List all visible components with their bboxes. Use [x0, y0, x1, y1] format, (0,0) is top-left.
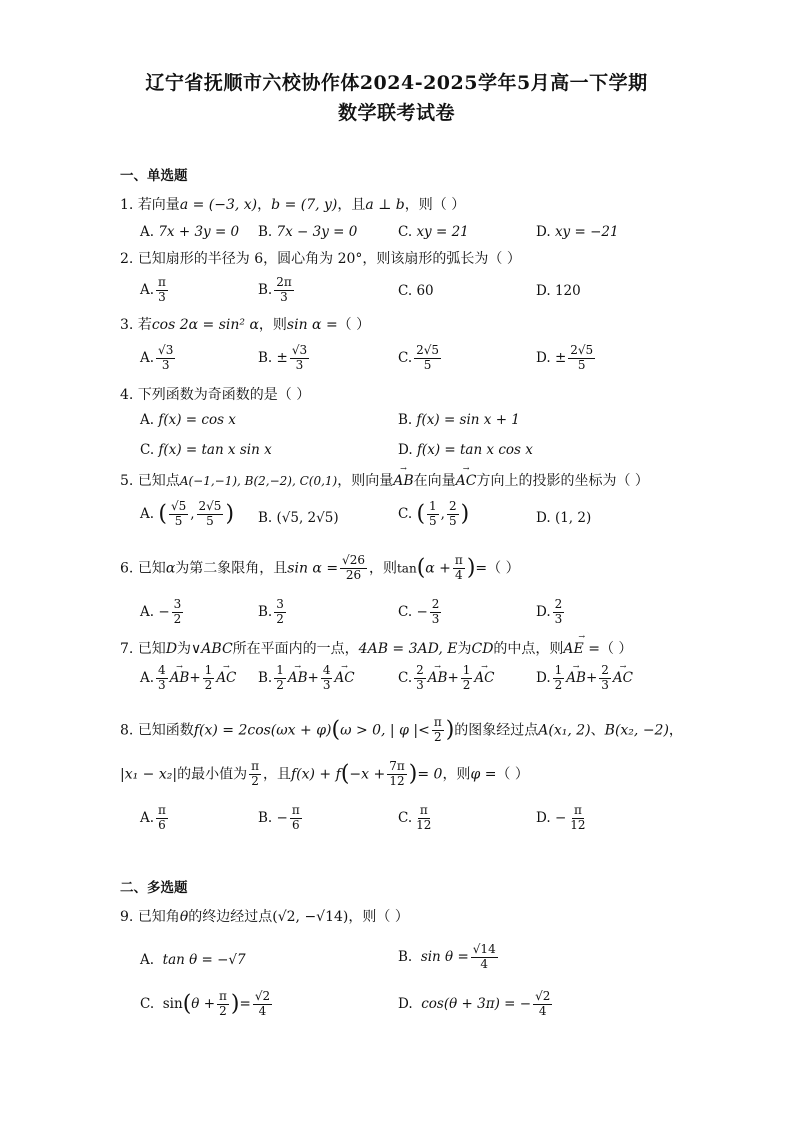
q9-option-a[interactable]: A. tan θ = −√7 [140, 952, 246, 968]
question-9: 9. 已知角θ的终边经过点(√2, −√14)，则（ ） [120, 909, 409, 925]
q9-option-d[interactable]: D. cos(θ + 3π) = − $\frac{√2}{4}$ [398, 989, 551, 1018]
q2-option-d[interactable]: D. 120 [536, 283, 581, 299]
question-1: 1. 若向量a = (−3, x)，b = (7, y)，且a ⊥ b，则（ ） [120, 197, 466, 213]
q6-option-c[interactable]: C. − $\frac{2}{3}$ [398, 597, 440, 626]
question-2: 2. 已知扇形的半径为 6，圆心角为 20°，则该扇形的弧长为（ ） [120, 251, 521, 267]
q6-option-b[interactable]: B. $\frac{3}{2}$ [258, 597, 284, 626]
q5-option-b[interactable]: B. (√5, 2√5) [258, 510, 339, 526]
q2-option-a[interactable]: A. $\frac{\pi}{3}$ [140, 275, 166, 304]
q3-option-b[interactable]: B. ± $\frac{√3}{3}$ [258, 343, 308, 372]
q8-option-b[interactable]: B. − $\frac{\pi}{6}$ [258, 803, 300, 832]
q6-option-a[interactable]: A. − $\frac{3}{2}$ [140, 597, 182, 626]
q1-option-c[interactable]: C. xy = 21 [398, 224, 469, 240]
question-4: 4. 下列函数为奇函数的是（ ） [120, 387, 311, 403]
q3-option-a[interactable]: A. $\frac{√3}{3}$ [140, 343, 174, 372]
q2-option-c[interactable]: C. 60 [398, 283, 434, 299]
q1-option-a[interactable]: A. 7x + 3y = 0 [140, 224, 240, 240]
page-subtitle: 数学联考试卷 [337, 102, 455, 124]
q7-option-d[interactable]: D. $\frac{1}{2}$ → AB+ $\frac{2}{3}$ → AC [536, 664, 633, 693]
q5-option-a[interactable]: A. ( $\frac{√5}{5}$ , $\frac{2√5}{5}$ ) [140, 499, 235, 528]
q4-option-d[interactable]: D. f(x) = tan x cos x [398, 442, 533, 458]
question-5: 5. 已知点A(−1,−1), B(2,−2), C(0,1)，则向量→ AB在向量→ AC方向上的投影的坐标为（ ） [120, 474, 649, 488]
q3-option-c[interactable]: C. $\frac{2√5}{5}$ [398, 343, 440, 372]
q4-option-b[interactable]: B. f(x) = sin x + 1 [398, 412, 520, 428]
q7-option-c[interactable]: C. $\frac{2}{3}$ → AB+ $\frac{1}{2}$ → AC [398, 664, 495, 693]
section-multi-choice: 二、多选题 [120, 880, 188, 896]
q7-option-a[interactable]: A. $\frac{4}{3}$ → AB+ $\frac{1}{2}$ → AC [140, 664, 236, 693]
q8-option-d[interactable]: D. − $\frac{\pi}{12}$ [536, 803, 586, 832]
question-3: 3. 若cos 2α = sin² α，则sin α =（ ） [120, 317, 371, 333]
q1-option-b[interactable]: B. 7x − 3y = 0 [258, 224, 358, 240]
q4-option-c[interactable]: C. f(x) = tan x sin x [140, 442, 272, 458]
q8-option-a[interactable]: A. $\frac{\pi}{6}$ [140, 803, 166, 832]
q2-option-b[interactable]: B. $\frac{2\pi}{3}$ [258, 275, 292, 304]
section-single-choice: 一、单选题 [120, 168, 188, 184]
q6-option-d[interactable]: D. $\frac{2}{3}$ [536, 597, 563, 626]
q5-option-c[interactable]: C. ( $\frac{1}{5}$ , $\frac{2}{5}$ ) [398, 499, 470, 528]
q9-option-c[interactable]: C. sin(θ + $\frac{\pi}{2}$ )= $\frac{√2}{4}$ [140, 989, 271, 1018]
question-7: 7. 已知D为∨ABC所在平面内的一点，4AB = 3AD, E为CD的中点，则→ AE =（ ） [120, 642, 632, 656]
question-8-line2: |x₁ − x₂|的最小值为 $\frac{\pi}{2}$ ，且f(x) + f(−x + $\frac{7\pi}{12}$ )= 0，则φ =（ ） [120, 759, 529, 788]
q9-option-b[interactable]: B. sin θ = $\frac{√14}{4}$ [398, 942, 496, 971]
q5-option-d[interactable]: D. (1, 2) [536, 510, 592, 526]
q4-option-a[interactable]: A. f(x) = cos x [140, 412, 236, 428]
page-title: 辽宁省抚顺市六校协作体2024-2025学年5月高一下学期 [145, 72, 648, 94]
question-8: 8. 已知函数f(x) = 2cos(ωx + φ)(ω > 0, | φ |< $\frac{\pi}{2}$ )的图象经过点A(x₁, 2)、B(x₂, −2)， [120, 715, 683, 744]
question-6: 6. 已知α为第二象限角，且sin α = $\frac{√26}{26}$ ，则tan(α + $\frac{\pi}{4}$ )=（ ） [120, 553, 520, 582]
q1-option-d[interactable]: D. xy = −21 [536, 224, 619, 240]
q7-option-b[interactable]: B. $\frac{1}{2}$ → AB+ $\frac{4}{3}$ → AC [258, 664, 355, 693]
q8-option-c[interactable]: C. $\frac{\pi}{12}$ [398, 803, 432, 832]
q3-option-d[interactable]: D. ± $\frac{2√5}{5}$ [536, 343, 594, 372]
